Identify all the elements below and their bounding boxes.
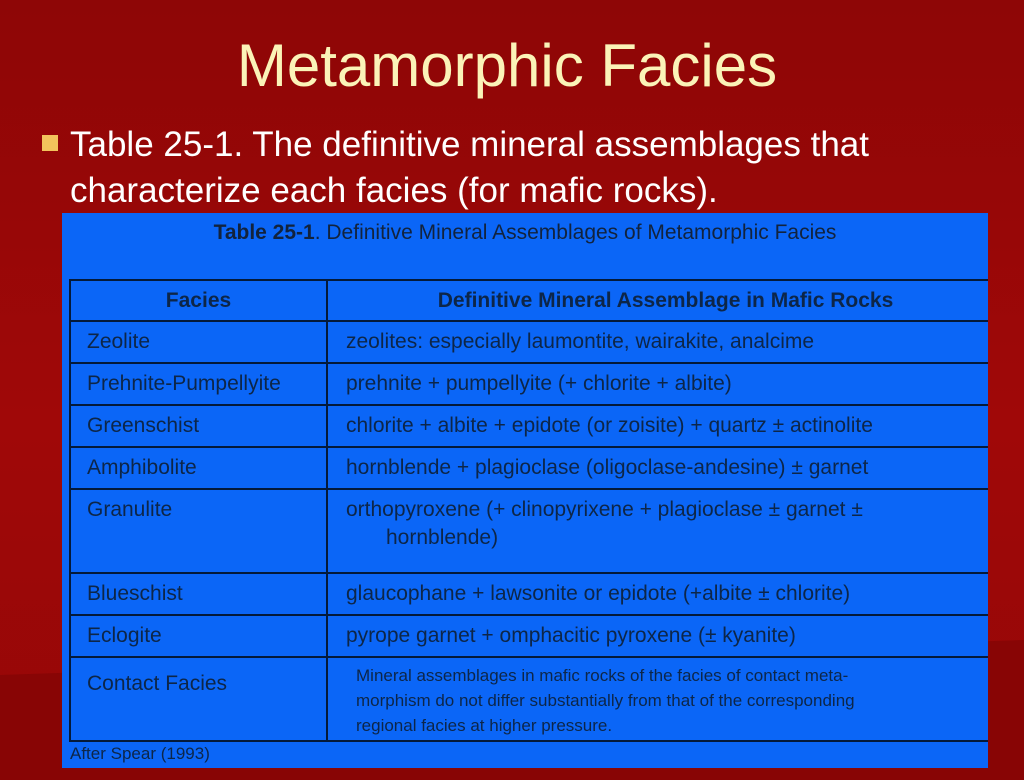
slide-title: Metamorphic Facies <box>236 32 778 99</box>
header-assemblage: Definitive Mineral Assemblage in Mafic Rocks <box>327 280 988 321</box>
assemblage-cell <box>327 489 988 573</box>
facies-cell: Greenschist <box>70 405 327 447</box>
facies-cell: Amphibolite <box>70 447 327 489</box>
table-caption-text: . Definitive Mineral Assemblages of Metamorphic Facies <box>314 221 837 244</box>
table-row <box>70 447 988 489</box>
assemblage-cell <box>327 657 988 741</box>
assemblage-cell: prehnite + pumpellyite (+ chlorite + albite) <box>327 363 988 405</box>
assemblage-line: regional facies at higher pressure. <box>356 716 613 735</box>
header-facies: Facies <box>70 280 327 321</box>
table-caption-number: Table 25-1 <box>213 221 315 244</box>
assemblage-cell: zeolites: especially laumontite, wairakite, analcime <box>327 321 988 363</box>
assemblage-line-cont: hornblende) <box>386 526 499 549</box>
facies-cell: Eclogite <box>70 615 327 657</box>
facies-cell: Contact Facies <box>70 657 327 741</box>
facies-cell: Granulite <box>70 489 327 573</box>
assemblage-cell: pyrope garnet + omphacitic pyroxene (± kyanite) <box>327 615 988 657</box>
assemblage-line: orthopyroxene (+ clinopyrixene + plagioclase ± garnet ± <box>346 498 863 521</box>
bullet-square-icon <box>42 135 58 151</box>
header-row <box>70 280 988 321</box>
facies-cell: Blueschist <box>70 573 327 615</box>
table-row <box>70 405 988 447</box>
table-row <box>70 363 988 405</box>
table-row <box>70 615 988 657</box>
assemblage-cell: chlorite + albite + epidote (or zoisite) + quartz ± actinolite <box>327 405 988 447</box>
assemblage-cell: hornblende + plagioclase (oligoclase-andesine) ± garnet <box>327 447 988 489</box>
facies-cell: Zeolite <box>70 321 327 363</box>
facies-table <box>69 279 988 742</box>
facies-table-image <box>62 213 988 768</box>
assemblage-cell: glaucophane + lawsonite or epidote (+albite ± chlorite) <box>327 573 988 615</box>
table-row <box>70 657 988 741</box>
bullet-text: Table 25-1. The definitive mineral assemblages that characterize each facies (for mafic rocks). <box>70 125 869 210</box>
table-caption <box>62 221 988 245</box>
table-row <box>70 321 988 363</box>
assemblage-line: morphism do not differ substantially from that of the corresponding <box>356 691 855 710</box>
table-row <box>70 573 988 615</box>
facies-cell: Prehnite-Pumpellyite <box>70 363 327 405</box>
assemblage-line: Mineral assemblages in mafic rocks of the facies of contact meta- <box>356 666 849 685</box>
table-footnote: After Spear (1993) <box>70 744 210 763</box>
table-row <box>70 489 988 573</box>
